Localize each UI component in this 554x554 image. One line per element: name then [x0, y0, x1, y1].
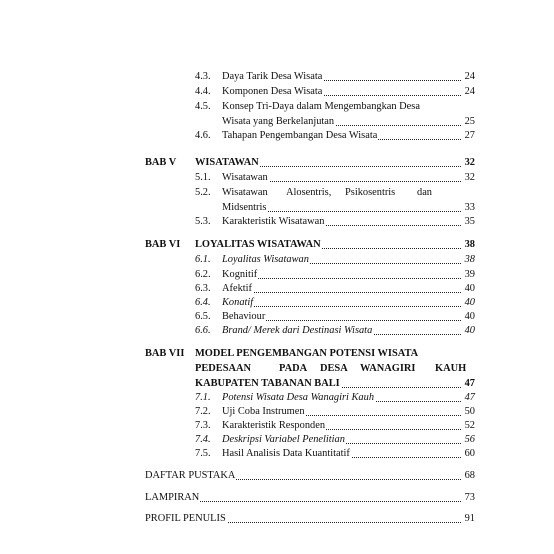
- page-number: 27: [464, 130, 475, 141]
- section-title: Karakteristik Wisatawan: [222, 216, 325, 227]
- section-title: Karakteristik Responden: [222, 420, 326, 431]
- page-number: 24: [464, 71, 475, 82]
- back-matter-title: PROFIL PENULIS: [145, 513, 226, 524]
- toc-daftar-pustaka: [145, 469, 475, 483]
- toc-chapter-5: [145, 156, 475, 170]
- page-number: 40: [464, 311, 475, 322]
- page-number: 24: [464, 86, 475, 97]
- toc-entry-4-5-cont: [195, 115, 475, 129]
- section-title-line2: Wisata yang Berkelanjutan: [222, 116, 335, 127]
- toc-entry-7-3: [195, 419, 475, 433]
- back-matter-title: LAMPIRAN: [145, 492, 200, 503]
- chapter-label: BAB VII: [145, 348, 185, 359]
- page-number: 68: [464, 470, 475, 481]
- toc-profil-penulis: [145, 512, 475, 526]
- toc-entry-6-2: [195, 268, 475, 282]
- toc-chapter-7-line2: [195, 362, 475, 376]
- page-number: 25: [464, 116, 475, 127]
- toc-entry-5-1: [195, 171, 475, 185]
- section-title: Konatif: [222, 297, 254, 308]
- section-title: Brand/ Merek dari Destinasi Wisata: [222, 325, 373, 336]
- section-number: 5.2.: [195, 187, 211, 198]
- page-number: 60: [464, 448, 475, 459]
- section-title: Wisatawan: [222, 172, 268, 183]
- section-number: 6.6.: [195, 325, 211, 336]
- section-number: 6.1.: [195, 254, 211, 265]
- section-title: Loyalitas Wisatawan: [222, 254, 309, 265]
- page-number: 73: [464, 492, 475, 503]
- chapter-label: BAB V: [145, 157, 177, 168]
- toc-entry-6-3: [195, 282, 475, 296]
- page-number: 40: [464, 325, 475, 336]
- section-title: Tahapan Pengembangan Desa Wisata: [222, 130, 378, 141]
- section-title-word: Wisatawan: [222, 187, 268, 198]
- page-number: 35: [464, 216, 475, 227]
- page-number: 33: [464, 202, 475, 213]
- section-title: Uji Coba Instrumen: [222, 406, 305, 417]
- page-number: 50: [464, 406, 475, 417]
- section-title-word: Psikosentris: [345, 187, 396, 198]
- chapter-title-word: WANAGIRI: [360, 363, 416, 374]
- page-number: 32: [464, 157, 475, 168]
- section-title-word: Alosentris,: [286, 187, 332, 198]
- toc-entry-4-5: [195, 100, 475, 114]
- toc-entry-7-2: [195, 405, 475, 419]
- page-number: 40: [464, 297, 475, 308]
- chapter-title-word: KAUH: [435, 363, 467, 374]
- toc-entry-4-4: [195, 85, 475, 99]
- section-number: 6.3.: [195, 283, 211, 294]
- back-matter-title: DAFTAR PUSTAKA: [145, 470, 236, 481]
- section-title-word: dan: [417, 187, 433, 198]
- chapter-title: WISATAWAN: [195, 157, 259, 168]
- toc-entry-7-5: [195, 447, 475, 461]
- toc-entry-5-2: [195, 186, 475, 200]
- section-number: 4.5.: [195, 101, 211, 112]
- page-number: 56: [464, 434, 475, 445]
- toc-chapter-6: [145, 238, 475, 252]
- section-number: 4.6.: [195, 130, 211, 141]
- chapter-title-line3: KABUPATEN TABANAN BALI: [195, 378, 340, 389]
- chapter-label: BAB VI: [145, 239, 181, 250]
- section-title: Potensi Wisata Desa Wanagiri Kauh: [222, 392, 375, 403]
- toc-entry-5-2-cont: [195, 201, 475, 215]
- section-number: 7.1.: [195, 392, 211, 403]
- toc-entry-4-6: [195, 129, 475, 143]
- section-title-line2: Midsentris: [222, 202, 267, 213]
- toc-chapter-7: [145, 347, 475, 361]
- page-number: 47: [464, 378, 475, 389]
- chapter-title-word: PADA: [279, 363, 308, 374]
- section-number: 6.4.: [195, 297, 211, 308]
- section-number: 4.4.: [195, 86, 211, 97]
- page-number: 39: [464, 269, 475, 280]
- section-number: 7.2.: [195, 406, 211, 417]
- section-number: 5.3.: [195, 216, 211, 227]
- section-number: 4.3.: [195, 71, 211, 82]
- toc-lampiran: [145, 491, 475, 505]
- toc-entry-7-4: [195, 433, 475, 447]
- section-title: Hasil Analisis Data Kuantitatif: [222, 448, 350, 459]
- toc-entry-5-3: [195, 215, 475, 229]
- section-title: Daya Tarik Desa Wisata: [222, 71, 323, 82]
- section-number: 7.5.: [195, 448, 211, 459]
- chapter-title-line1: MODEL PENGEMBANGAN POTENSI WISATA: [195, 348, 419, 359]
- section-number: 7.4.: [195, 434, 211, 445]
- section-title-line1: Konsep Tri-Daya dalam Mengembangkan Desa: [222, 101, 420, 112]
- page-number: 47: [464, 392, 475, 403]
- section-number: 7.3.: [195, 420, 211, 431]
- toc-entry-7-1: [195, 391, 475, 405]
- toc-entry-6-1: [195, 253, 475, 267]
- chapter-title-word: DESA: [320, 363, 348, 374]
- toc-entry-6-5: [195, 310, 475, 324]
- page-number: 38: [464, 254, 475, 265]
- section-title: Afektif: [222, 283, 253, 294]
- page-number: 38: [464, 239, 475, 250]
- toc-entry-4-3: [195, 70, 475, 84]
- section-title: Kognitif: [222, 269, 258, 280]
- toc-entry-6-4: [195, 296, 475, 310]
- page-number: 40: [464, 283, 475, 294]
- toc-chapter-7-line3: [195, 377, 475, 391]
- section-title: Deskripsi Variabel Penelitian: [222, 434, 345, 445]
- section-number: 5.1.: [195, 172, 211, 183]
- section-number: 6.5.: [195, 311, 211, 322]
- section-title: Behaviour: [222, 311, 266, 322]
- section-title: Komponen Desa Wisata: [222, 86, 323, 97]
- page-number: 91: [464, 513, 475, 524]
- chapter-title: LOYALITAS WISATAWAN: [195, 239, 321, 250]
- page-number: 32: [464, 172, 475, 183]
- page-number: 52: [464, 420, 475, 431]
- chapter-title-word: PEDESAAN: [195, 363, 252, 374]
- section-number: 6.2.: [195, 269, 211, 280]
- toc-entry-6-6: [195, 324, 475, 338]
